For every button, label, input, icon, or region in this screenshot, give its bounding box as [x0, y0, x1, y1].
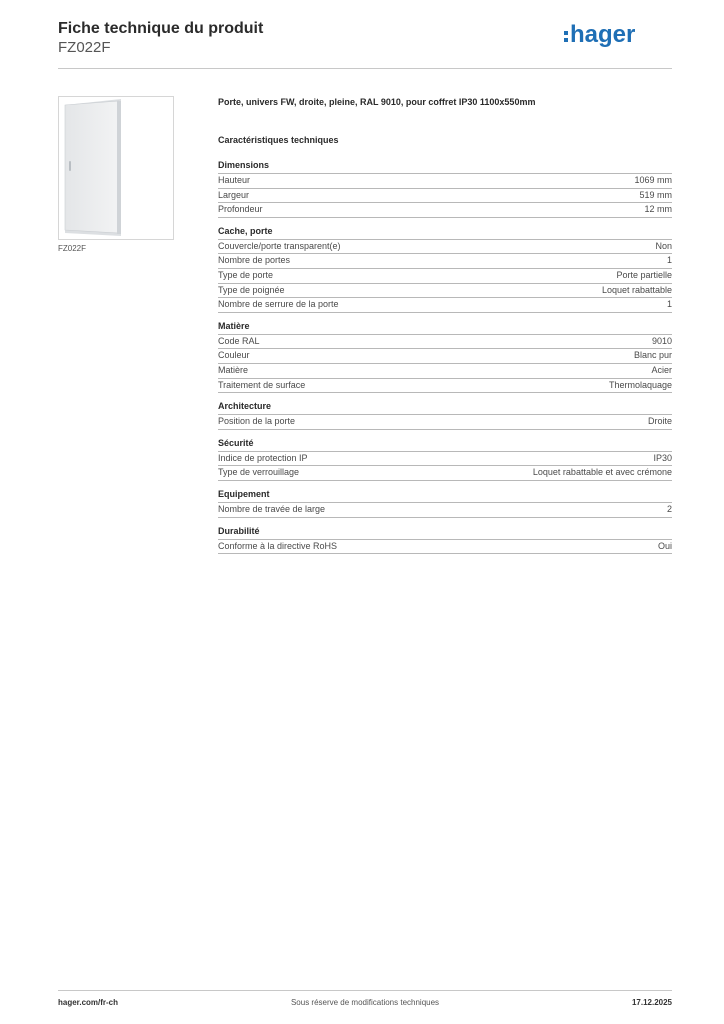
spec-section-title: Sécurité — [218, 438, 672, 452]
spec-label: Largeur — [218, 189, 250, 200]
spec-section — [218, 438, 672, 481]
hager-logo — [564, 20, 654, 48]
spec-section-title: Architecture — [218, 401, 672, 415]
spec-label: Couvercle/porte transparent(e) — [218, 240, 341, 251]
spec-value: Thermolaquage — [608, 379, 672, 390]
spec-section-title: Matière — [218, 321, 672, 335]
spec-section — [218, 401, 672, 430]
spec-label: Hauteur — [218, 175, 251, 185]
spec-row — [218, 254, 672, 269]
spec-value: Oui — [657, 540, 672, 551]
spec-row — [218, 503, 672, 518]
spec-label: Nombre de travée de large — [218, 503, 326, 514]
spec-value: Loquet rabattable — [601, 284, 672, 295]
spec-row — [218, 349, 672, 364]
spec-row — [218, 203, 672, 218]
spec-value: IP30 — [653, 452, 672, 463]
spec-label: Profondeur — [218, 204, 263, 215]
product-details — [218, 96, 672, 562]
spec-label: Nombre de serrure de la porte — [218, 299, 339, 310]
spec-row — [218, 298, 672, 313]
spec-value: 1069 mm — [634, 175, 672, 185]
spec-row — [218, 174, 672, 189]
spec-label: Traitement de surface — [218, 379, 306, 390]
spec-section — [218, 226, 672, 313]
spec-row — [218, 415, 672, 430]
spec-value: Non — [655, 240, 672, 251]
spec-section — [218, 489, 672, 518]
header-divider — [58, 68, 672, 69]
spec-label: Conforme à la directive RoHS — [218, 540, 338, 551]
spec-label: Type de poignée — [218, 284, 285, 295]
svg-text:hager: hager — [570, 21, 636, 48]
footer-divider — [58, 990, 672, 991]
spec-value: 2 — [666, 503, 672, 514]
spec-value: 1 — [666, 255, 672, 266]
spec-row — [218, 379, 672, 394]
spec-value: 12 mm — [644, 204, 672, 215]
spec-label: Type de verrouillage — [218, 467, 300, 478]
page-header — [58, 20, 672, 68]
tech-characteristics-title: Caractéristiques techniques — [218, 135, 339, 145]
door-panel-illustration — [59, 97, 173, 239]
footer-website-link[interactable]: hager.com/fr-ch — [58, 998, 119, 1007]
spec-section — [218, 526, 672, 555]
spec-section — [218, 160, 672, 218]
spec-section-title: Cache, porte — [218, 226, 672, 240]
product-image — [58, 96, 174, 240]
product-reference: FZ022F — [58, 39, 111, 56]
spec-row — [218, 540, 672, 555]
spec-value: Acier — [651, 364, 672, 375]
spec-value: 1 — [666, 299, 672, 310]
spec-row — [218, 466, 672, 481]
spec-label: Couleur — [218, 350, 250, 361]
spec-value: 9010 — [651, 335, 672, 346]
footer-date: 17.12.2025 — [631, 998, 672, 1007]
spec-value: 519 mm — [639, 189, 672, 200]
spec-value: Droite — [647, 416, 672, 427]
spec-section-title: Durabilité — [218, 526, 672, 540]
spec-section — [218, 321, 672, 393]
document-title: Fiche technique du produit — [58, 20, 264, 37]
spec-row — [218, 335, 672, 350]
spec-label: Position de la porte — [218, 416, 296, 427]
spec-value: Porte partielle — [616, 269, 672, 280]
spec-row — [218, 189, 672, 204]
spec-label: Code RAL — [218, 335, 260, 346]
footer-disclaimer: Sous réserve de modifications techniques — [290, 998, 440, 1007]
product-image-caption: FZ022F — [58, 244, 87, 253]
spec-section-title: Equipement — [218, 489, 672, 503]
spec-label: Type de porte — [218, 269, 274, 280]
spec-label: Matière — [218, 364, 249, 375]
spec-row — [218, 364, 672, 379]
spec-row — [218, 240, 672, 255]
product-description: Porte, univers FW, droite, pleine, RAL 9010, pour coffret IP30 1100x550mm — [218, 97, 536, 107]
spec-label: Indice de protection IP — [218, 452, 308, 463]
spec-section-title: Dimensions — [218, 160, 672, 174]
spec-sections — [218, 160, 672, 554]
spec-value: Blanc pur — [633, 350, 672, 361]
spec-row — [218, 284, 672, 299]
spec-label: Nombre de portes — [218, 255, 291, 266]
spec-row — [218, 269, 672, 284]
spec-value: Loquet rabattable et avec crémone — [532, 467, 672, 478]
spec-row — [218, 452, 672, 467]
